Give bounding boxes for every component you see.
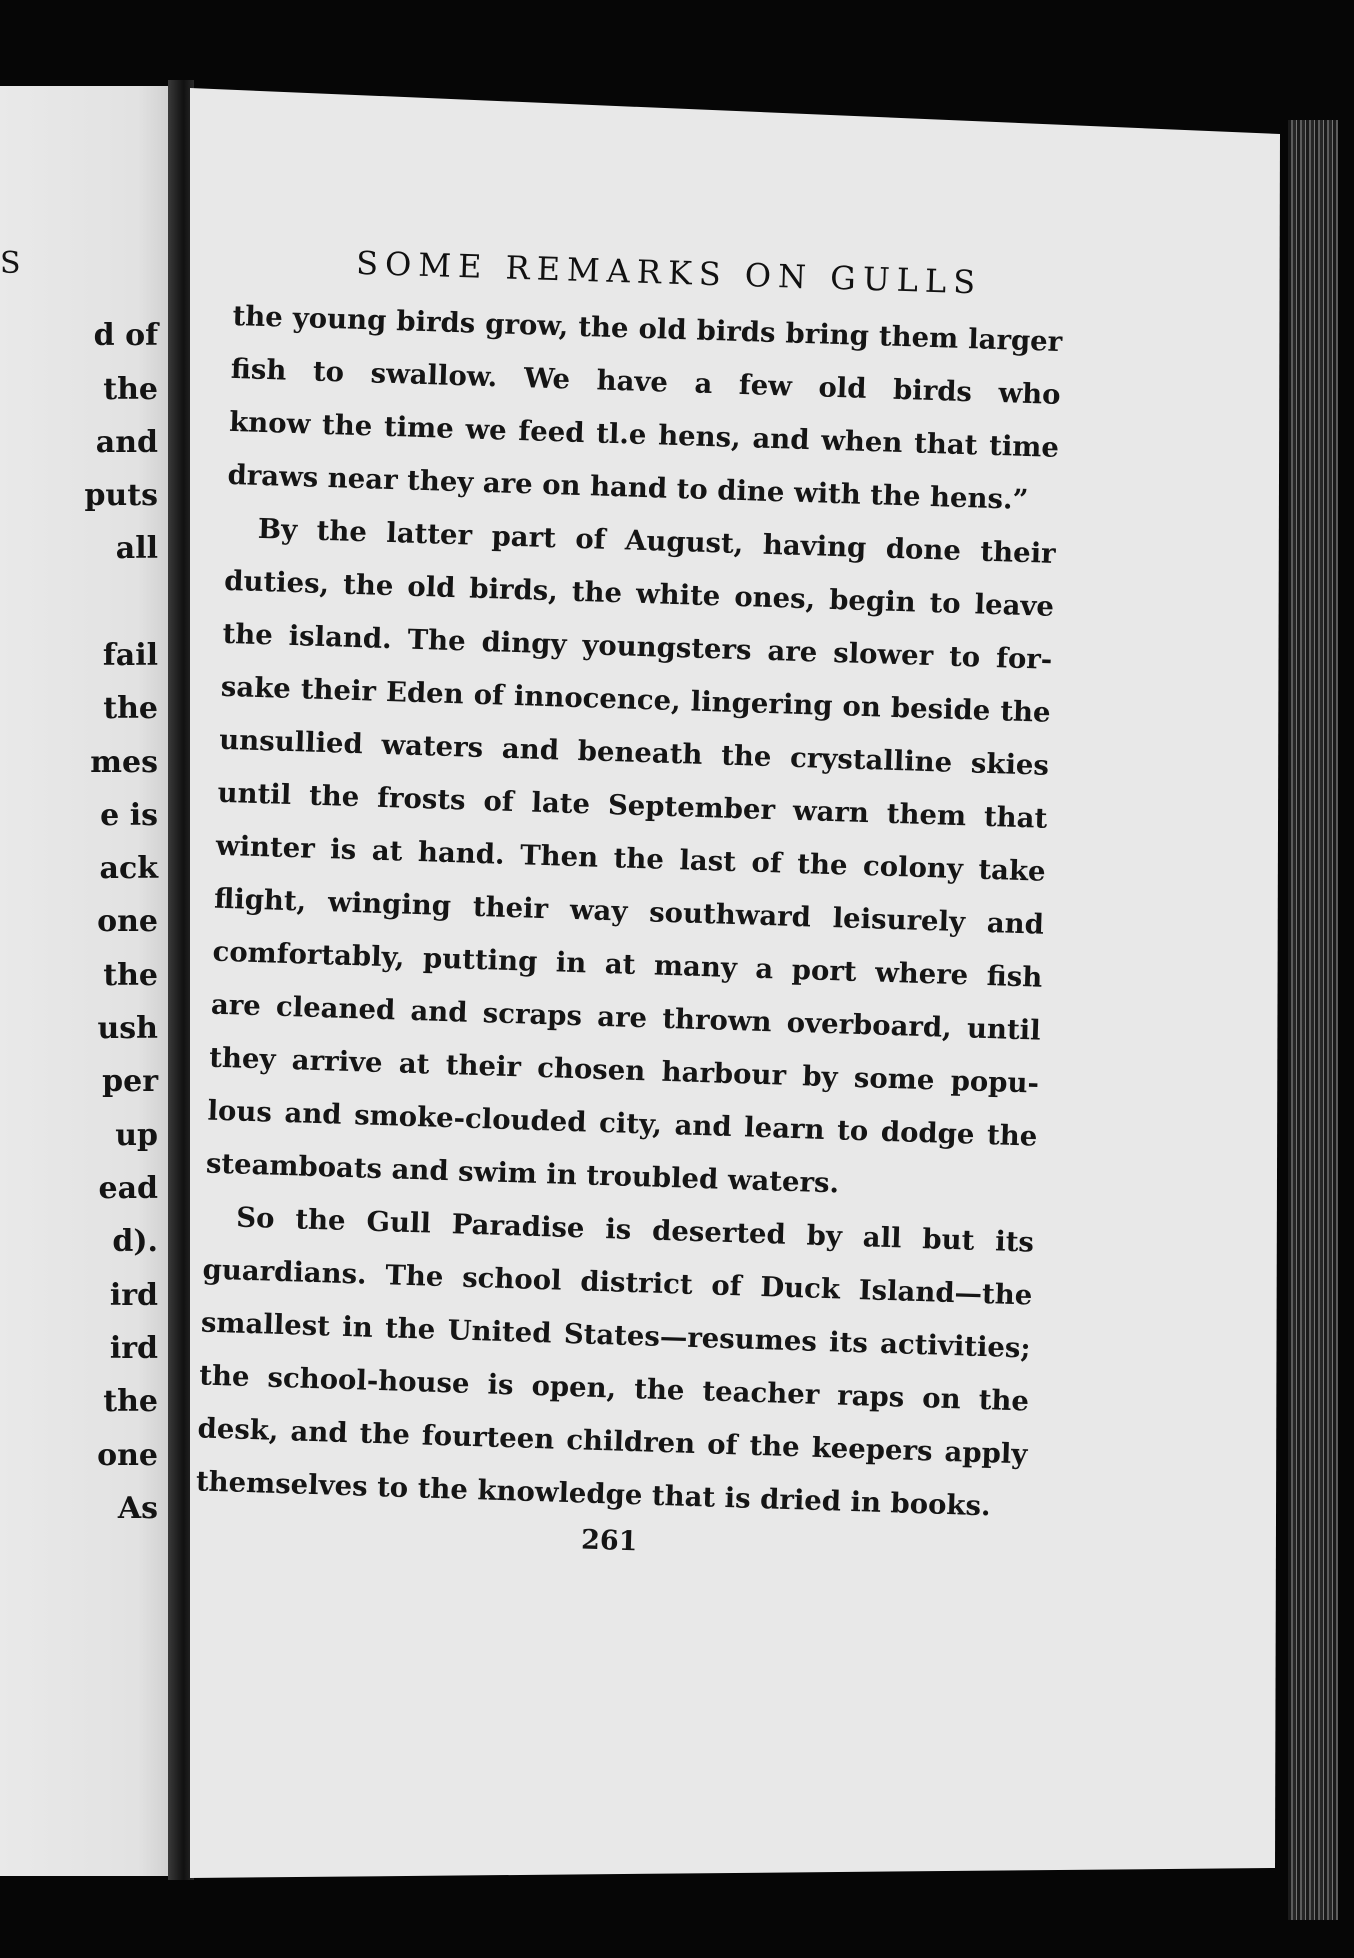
previous-page-line: As [117, 1491, 158, 1526]
text-line: draws near they are on hand to dine with the hens.” [227, 458, 1029, 517]
text-line: desk, and the fourteen children of the keepers apply [197, 1412, 1028, 1471]
text-line: lous and smoke-clouded city, and learn to dodge the [207, 1094, 1038, 1153]
previous-page-line: e is [100, 798, 158, 833]
text-line: unsullied waters and beneath the crystalline skies [218, 723, 1050, 782]
text-line: By the latter part of August, having done their [257, 512, 1057, 570]
text-line: winter is at hand. Then the last of the colony take [215, 829, 1047, 888]
previous-page-line: ead [98, 1171, 158, 1206]
previous-page-running-head: S [0, 246, 25, 281]
text-line: smallest in the United States—resumes its activities; [200, 1306, 1032, 1365]
text-line: the island. The dingy youngsters are slower to for- [222, 617, 1053, 676]
previous-page-line: the [103, 372, 158, 407]
previous-page-line: the [103, 958, 158, 993]
text-line: steamboats and swim in troubled waters. [205, 1147, 840, 1200]
text-line: know the time we feed tl.e hens, and when that time [228, 405, 1060, 464]
previous-page-line: the [103, 691, 158, 726]
text-line: flight, winging their way southward leisurely and [213, 882, 1045, 941]
page-content [194, 240, 1065, 1569]
text-line: guardians. The school district of Duck Island—the [202, 1253, 1033, 1312]
previous-page-line: fail [102, 638, 158, 673]
previous-page-line: the [103, 1384, 158, 1419]
previous-page-line: puts [84, 478, 158, 513]
page-edges [1288, 120, 1338, 1920]
previous-page-line: and [95, 425, 158, 460]
text-line: duties, the old birds, the white ones, begin to leave [223, 564, 1055, 623]
previous-page-line: ush [97, 1011, 158, 1046]
previous-page-line: d). [112, 1224, 158, 1259]
body-text [195, 290, 1063, 1534]
text-line: they arrive at their chosen harbour by some popu- [208, 1041, 1040, 1100]
text-line: the school-house is open, the teacher raps on the [198, 1359, 1030, 1418]
previous-page-line: one [97, 904, 158, 939]
previous-page-line: ird [109, 1278, 158, 1313]
previous-page [0, 86, 172, 1876]
previous-page-line: ack [99, 851, 158, 886]
previous-page-line: per [102, 1064, 158, 1099]
text-line: comfortably, putting in at many a port where fish [212, 935, 1043, 994]
previous-page-line: all [115, 531, 158, 566]
text-line: themselves to the knowledge that is dried in books. [195, 1465, 992, 1523]
previous-page-line: mes [90, 745, 158, 780]
text-line: fish to swallow. We have a few old birds who [230, 352, 1062, 411]
page-number: 261 [580, 1524, 638, 1558]
previous-page-line: d of [93, 318, 158, 353]
running-head: SOME REMARKS ON GULLS [355, 243, 983, 302]
previous-page-line: up [115, 1118, 158, 1153]
text-line: sake their Eden of innocence, lingering on beside the [220, 670, 1052, 729]
text-line: the young birds grow, the old birds bring them larger [232, 299, 1063, 359]
previous-page-line: ird [109, 1331, 158, 1366]
text-line: So the Gull Paradise is deserted by all but its [235, 1201, 1035, 1259]
previous-page-line: one [97, 1438, 158, 1473]
text-line: until the frosts of late September warn them that [217, 776, 1048, 835]
text-line: are cleaned and scraps are thrown overboard, until [210, 988, 1042, 1047]
